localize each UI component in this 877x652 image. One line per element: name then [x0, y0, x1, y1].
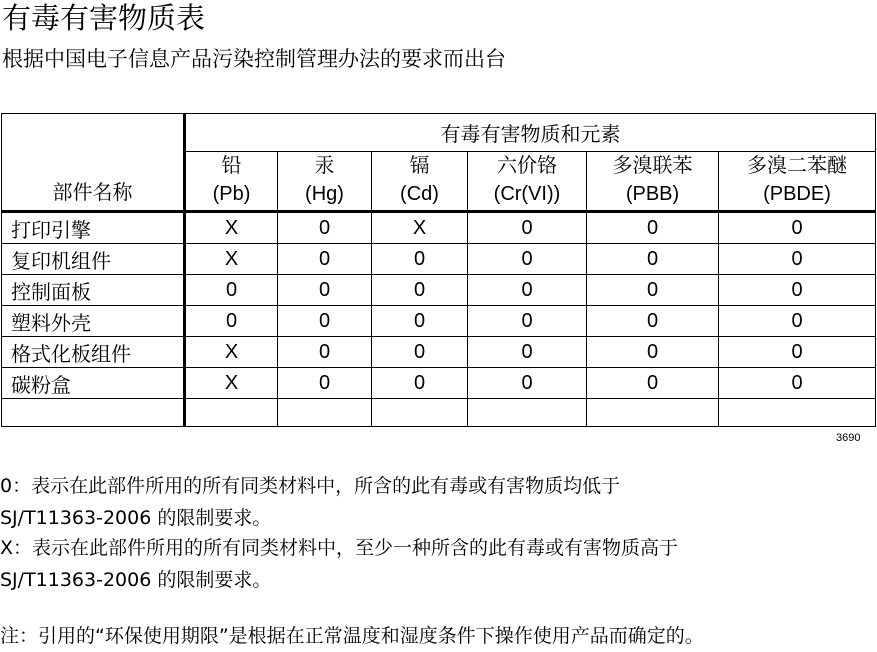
empty-cell: [185, 399, 278, 427]
table-row: [2, 337, 876, 368]
value-cell: 0: [185, 306, 278, 337]
substance-header-cd: 镉 (Cd): [372, 152, 468, 212]
value-cell: 0: [372, 244, 468, 275]
part-name-cell: 打印引擎: [2, 212, 185, 244]
part-name-cell: 控制面板: [2, 275, 185, 306]
empty-cell: [468, 399, 587, 427]
value-cell: 0: [372, 368, 468, 399]
value-cell: 0: [587, 337, 719, 368]
value-cell: X: [185, 212, 278, 244]
empty-cell: [372, 399, 468, 427]
value-cell: 0: [587, 275, 719, 306]
value-cell: 0: [587, 212, 719, 244]
value-cell: 0: [278, 368, 372, 399]
footnote: 注：引用的“环保使用期限”是根据在正常温度和湿度条件下操作使用产品而确定的。: [0, 625, 704, 647]
part-name-cell: 碳粉盒: [2, 368, 185, 399]
zero-legend-line2: SJ/T11363-2006 的限制要求。: [0, 507, 272, 529]
value-cell: 0: [372, 275, 468, 306]
table-header-row: [2, 114, 876, 152]
table-row: [2, 306, 876, 337]
value-cell: 0: [719, 275, 876, 306]
value-cell: 0: [468, 337, 587, 368]
table-row: [2, 275, 876, 306]
value-cell: 0: [278, 275, 372, 306]
empty-cell: [587, 399, 719, 427]
substance-header-hg: 汞 (Hg): [278, 152, 372, 212]
part-name-header: 部件名称: [2, 114, 185, 212]
value-cell: 0: [719, 212, 876, 244]
zero-legend-note: [0, 470, 620, 534]
table-row: [2, 244, 876, 275]
substance-header-cr6: 六价铬 (Cr(VI)): [468, 152, 587, 212]
document-title: 有毒有害物质表: [2, 1, 206, 35]
document-subtitle: 根据中国电子信息产品污染控制管理办法的要求而出台: [2, 47, 506, 71]
value-cell: X: [185, 368, 278, 399]
value-cell: 0: [719, 306, 876, 337]
hazardous-substances-table: [1, 113, 876, 427]
table-row: [2, 368, 876, 399]
empty-table-row: [2, 399, 876, 427]
substance-header-pb: 铅 (Pb): [185, 152, 278, 212]
empty-cell: [278, 399, 372, 427]
value-cell: 0: [587, 306, 719, 337]
value-cell: X: [185, 244, 278, 275]
value-cell: 0: [372, 337, 468, 368]
value-cell: 0: [587, 368, 719, 399]
value-cell: 0: [587, 244, 719, 275]
part-name-cell: 格式化板组件: [2, 337, 185, 368]
value-cell: 0: [372, 306, 468, 337]
empty-cell: [719, 399, 876, 427]
value-cell: 0: [278, 244, 372, 275]
value-cell: 0: [719, 244, 876, 275]
x-legend-note: [0, 532, 678, 596]
value-cell: 0: [278, 212, 372, 244]
value-cell: 0: [719, 368, 876, 399]
value-cell: 0: [468, 212, 587, 244]
x-legend-line2: SJ/T11363-2006 的限制要求。: [0, 569, 272, 591]
substance-header-pbde: 多溴二苯醚 (PBDE): [719, 152, 876, 212]
value-cell: 0: [278, 306, 372, 337]
substance-header-pbb: 多溴联苯 (PBB): [587, 152, 719, 212]
table-row: [2, 212, 876, 244]
document-code: 3690: [836, 432, 861, 444]
part-name-cell: 复印机组件: [2, 244, 185, 275]
value-cell: 0: [468, 244, 587, 275]
value-cell: 0: [468, 368, 587, 399]
value-cell: 0: [468, 306, 587, 337]
x-legend-line1: X：表示在此部件所用的所有同类材料中，至少一种所含的此有毒或有害物质高于: [0, 537, 679, 559]
substances-header: 有毒有害物质和元素: [185, 114, 876, 152]
value-cell: X: [372, 212, 468, 244]
value-cell: 0: [719, 337, 876, 368]
value-cell: 0: [278, 337, 372, 368]
value-cell: X: [185, 337, 278, 368]
value-cell: 0: [468, 275, 587, 306]
value-cell: 0: [185, 275, 278, 306]
part-name-cell: 塑料外壳: [2, 306, 185, 337]
empty-cell: [2, 399, 185, 427]
zero-legend-line1: 0：表示在此部件所用的所有同类材料中，所含的此有毒或有害物质均低于: [0, 475, 621, 497]
